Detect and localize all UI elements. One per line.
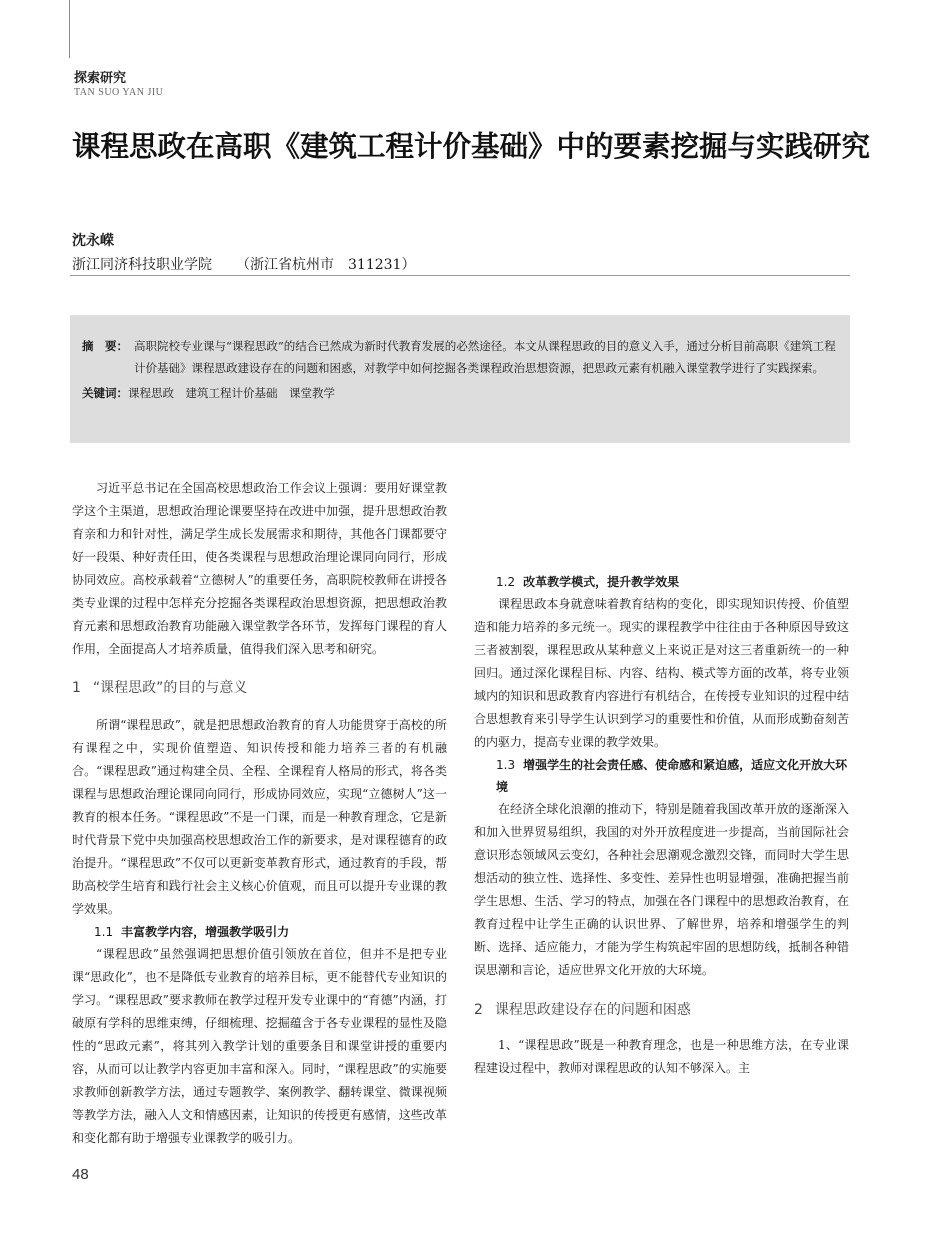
- author-name: 沈永嵘: [72, 233, 114, 249]
- keywords-row: [82, 382, 836, 404]
- subsection-heading-1-2: [474, 571, 849, 593]
- subsection-title: 增强学生的社会责任感、使命感和紧迫感，适应文化开放大环境: [496, 758, 848, 794]
- page-number: 48: [72, 1166, 89, 1183]
- subsection-number: 1.3: [496, 758, 516, 772]
- abstract-row: [82, 335, 836, 379]
- section-title: “课程思政”的目的与意义: [92, 680, 248, 696]
- intro-paragraph: 习近平总书记在全国高校思想政治工作会议上强调：要用好课堂教学这个主渠道，思想政治理论课要坚持在改进中加强，提升思想政治教育亲和力和针对性，满足学生成长发展需求和期待，其他各门课都要守好一段渠、种好责任田，使各类课程与思想政治理论课同向同行，形成协同效应。高校承载着“立德树人”的重要任务，高职院校教师在讲授各类专业课的过程中怎样充分挖掘各类课程政治思想资源，把思想政治教育元素和思想政治教育功能融入课堂教学各环节，发挥每门课程的育人作用，全面提高人才培养质量，值得我们深入思考和研究。: [72, 481, 447, 656]
- author-affiliation: [72, 254, 415, 274]
- column-continuation-spacer: [474, 477, 849, 571]
- subsection-1-3-paragraph: 在经济全球化浪潮的推动下，特别是随着我国改革开放的逐渐深入和加入世界贸易组织，我国的对外开放程度进一步提高，当前国际社会意识形态领域风云变幻，各种社会思潮观念激烈交锋，而同时大学生思想活动的独立性、选择性、多变性、差异性也明显增强，准确把握当前学生思想、生活、学习的特点，加强在各门课程中的思想政治教育，在教育过程中让学生正确的认识世界、了解世界，培养和增强学生的判断、选择、适应能力，才能为学生构筑起牢固的思想防线，抵制各种错误思潮和言论，适应世界文化开放的大环境。: [474, 802, 849, 977]
- section-2-paragraph: 1、“课程思政”既是一种教育理念，也是一种思维方法，在专业课程建设过程中，教师对课程思政的认知不够深入。主: [474, 1038, 849, 1075]
- affiliation-name: 浙江同济科技职业学院: [72, 257, 212, 273]
- subsection-number: 1.1: [94, 925, 114, 939]
- abstract-label: 摘 要：: [82, 339, 128, 353]
- subsection-title: 丰富教学内容，增强教学吸引力: [121, 925, 290, 939]
- subsection-number: 1.2: [496, 575, 516, 589]
- keywords-text: 课程思政 建筑工程计价基础 课堂教学: [128, 386, 335, 400]
- body-column-right: [474, 477, 849, 1080]
- section-1-paragraph: 所谓“课程思政”，就是把思想政治教育的育人功能贯穿于高校的所有课程之中，实现价值塑造、知识传授和能力培养三者的有机融合。“课程思政”通过构建全员、全程、全课程育人格局的形式，将各类课程与思想政治理论课同向同行，形成协同效应，实现“立德树人”这一教育的根本任务。“课程思政”不是一门课，而是一种教育理念，它是新时代背景下党中央加强高校思想政治工作的新要求，是对课程德育的政治提升。“课程思政”不仅可以更新变革教育形式，通过教育的手段，帮助高校学生培育和践行社会主义核心价值观，而且可以提升专业课的教学效果。: [72, 718, 447, 916]
- section-title: 课程思政建设存在的问题和困惑: [494, 1002, 691, 1018]
- header-vertical-rule: [69, 0, 70, 58]
- abstract-box: [70, 315, 850, 443]
- section-label-cn: 探索研究: [74, 71, 127, 86]
- subsection-1-1-paragraph: “课程思政”虽然强调把思想价值引领放在首位，但并不是把专业课“思政化”，也不是降低专业教育的培养目标，更不能替代专业知识的学习。“课程思政”要求教师在教学过程开发专业课中的“育德”内涵，打破原有学科的思维束缚，仔细梳理、挖掘蕴含于各专业课程的显性及隐性的“思政元素”，将其列入教学计划的重要条目和课堂讲授的重要内容，从而可以让教学内容更加丰富和深入。同时，“课程思政”的实施要求教师创新教学方法，通过专题教学、案例教学、翻转课堂、微课视频等教学方法，融入人文和情感因素，让知识的传授更有感情，这些改革和变化都有助于增强专业课教学的吸引力。: [72, 947, 447, 1145]
- section-number: 2: [474, 1002, 483, 1018]
- subsection-heading-1-3: [474, 754, 849, 798]
- keywords-label: 关键词：: [82, 386, 128, 400]
- section-heading-2: [474, 1000, 849, 1020]
- affiliation-location: （浙江省杭州市 311231）: [236, 257, 416, 273]
- article-title: 课程思政在高职《建筑工程计价基础》中的要素挖掘与实践研究: [72, 130, 871, 163]
- subsection-title: 改革教学模式，提升教学效果: [523, 575, 680, 589]
- section-heading-1: [72, 678, 447, 698]
- title-divider: [70, 275, 850, 276]
- body-column-left: [72, 477, 447, 1150]
- section-number: 1: [72, 680, 81, 696]
- section-label-en: TAN SUO YAN JIU: [74, 87, 164, 98]
- abstract-text: 高职院校专业课与“课程思政”的结合已然成为新时代教育发展的必然途径。本文从课程思政的目的意义入手，通过分析目前高职《建筑工程计价基础》课程思政建设存在的问题和困惑，对教学中如何挖掘各类课程政治思想资源，把思政元素有机融入课堂教学进行了实践探索。: [134, 339, 836, 375]
- subsection-heading-1-1: [72, 921, 447, 943]
- subsection-1-2-paragraph: 课程思政本身就意味着教育结构的变化，即实现知识传授、价值塑造和能力培养的多元统一。现实的课程教学中往往由于各种原因导致这三者被割裂，课程思政从某种意义上来说正是对这三者重新统一的一种回归。通过深化课程目标、内容、结构、模式等方面的改革，将专业领域内的知识和思政教育内容进行有机结合，在传授专业知识的过程中结合思想教育来引导学生认识到学习的重要性和价值，从而形成勤奋刻苦的内驱力，提高专业课的教学效果。: [474, 597, 849, 749]
